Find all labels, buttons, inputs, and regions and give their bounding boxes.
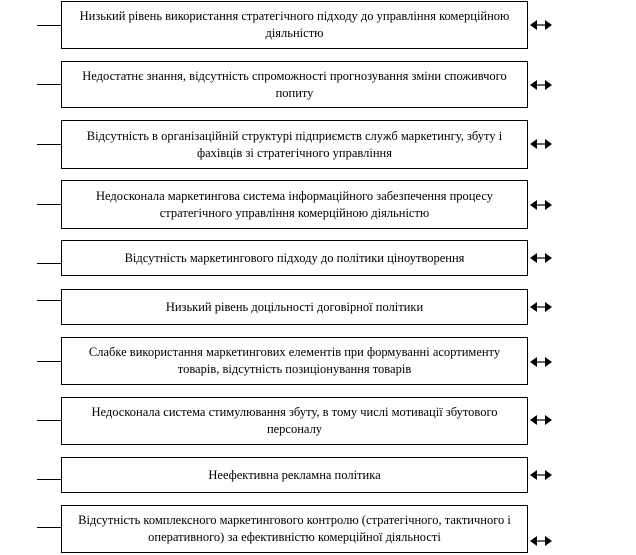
- factor-label-7: Слабке використання маркетингових елементів при формуванні асортименту товарів, відсутність позиціонування товарів: [88, 345, 501, 376]
- connector-line-7: [37, 361, 61, 362]
- connector-line-8: [37, 420, 61, 421]
- factor-label-8: Недосконала система стимулювання збуту, в тому числі мотивації збутового персоналу: [91, 405, 498, 436]
- factor-label-9: Неефективна рекламна політика: [208, 467, 381, 482]
- connector-line-5: [37, 263, 61, 264]
- double-arrow-icon-5: [530, 253, 552, 263]
- factor-label-5: Відсутність маркетингового підходу до політики ціноутворення: [124, 250, 465, 265]
- factor-label-10: Відсутність комплексного маркетингового контролю (стратегічного, тактичного і оперативного) за ефективністю комерційної діяльності: [78, 513, 511, 544]
- factor-box-6: [61, 289, 528, 325]
- factor-label-6: Низький рівень доцільності договірної політики: [165, 299, 424, 314]
- double-arrow-icon-9: [530, 470, 552, 480]
- double-arrow-icon-7: [530, 357, 552, 367]
- connector-line-2: [37, 84, 61, 85]
- factor-label-1: Низький рівень використання стратегічного підходу до управління комерційною діяльністю: [79, 9, 510, 40]
- factor-box-7: [61, 337, 528, 385]
- double-arrow-icon-4: [530, 200, 552, 210]
- connector-line-1: [37, 25, 61, 26]
- factor-label-3: Відсутність в організаційній структурі підприємств служб маркетингу, збуту і фахівців зі стратегічного управління: [86, 128, 503, 160]
- factor-box-1: [61, 1, 528, 49]
- connector-line-9: [37, 479, 61, 480]
- factor-box-4: [61, 180, 528, 229]
- factor-box-8: [61, 397, 528, 445]
- factor-label-2: Недостатнє знання, відсутність спроможності прогнозування зміни споживчого попиту: [82, 68, 507, 100]
- double-arrow-icon-2: [530, 80, 552, 90]
- connector-line-3: [37, 144, 61, 145]
- factor-box-10: [61, 505, 528, 553]
- factor-box-3: [61, 120, 528, 169]
- connector-line-4: [37, 204, 61, 205]
- double-arrow-icon-1: [530, 20, 552, 30]
- connector-line-10: [37, 527, 61, 528]
- double-arrow-icon-10: [530, 536, 552, 546]
- double-arrow-icon-3: [530, 139, 552, 149]
- factor-box-9: [61, 457, 528, 493]
- factor-box-2: [61, 61, 528, 108]
- factor-label-4: Недосконала маркетингова система інформаційного забезпечення процесу стратегічного управління комерційною діяльністю: [95, 188, 493, 220]
- double-arrow-icon-6: [530, 302, 552, 312]
- connector-line-6: [37, 300, 61, 301]
- double-arrow-icon-8: [530, 415, 552, 425]
- factor-box-5: [61, 240, 528, 276]
